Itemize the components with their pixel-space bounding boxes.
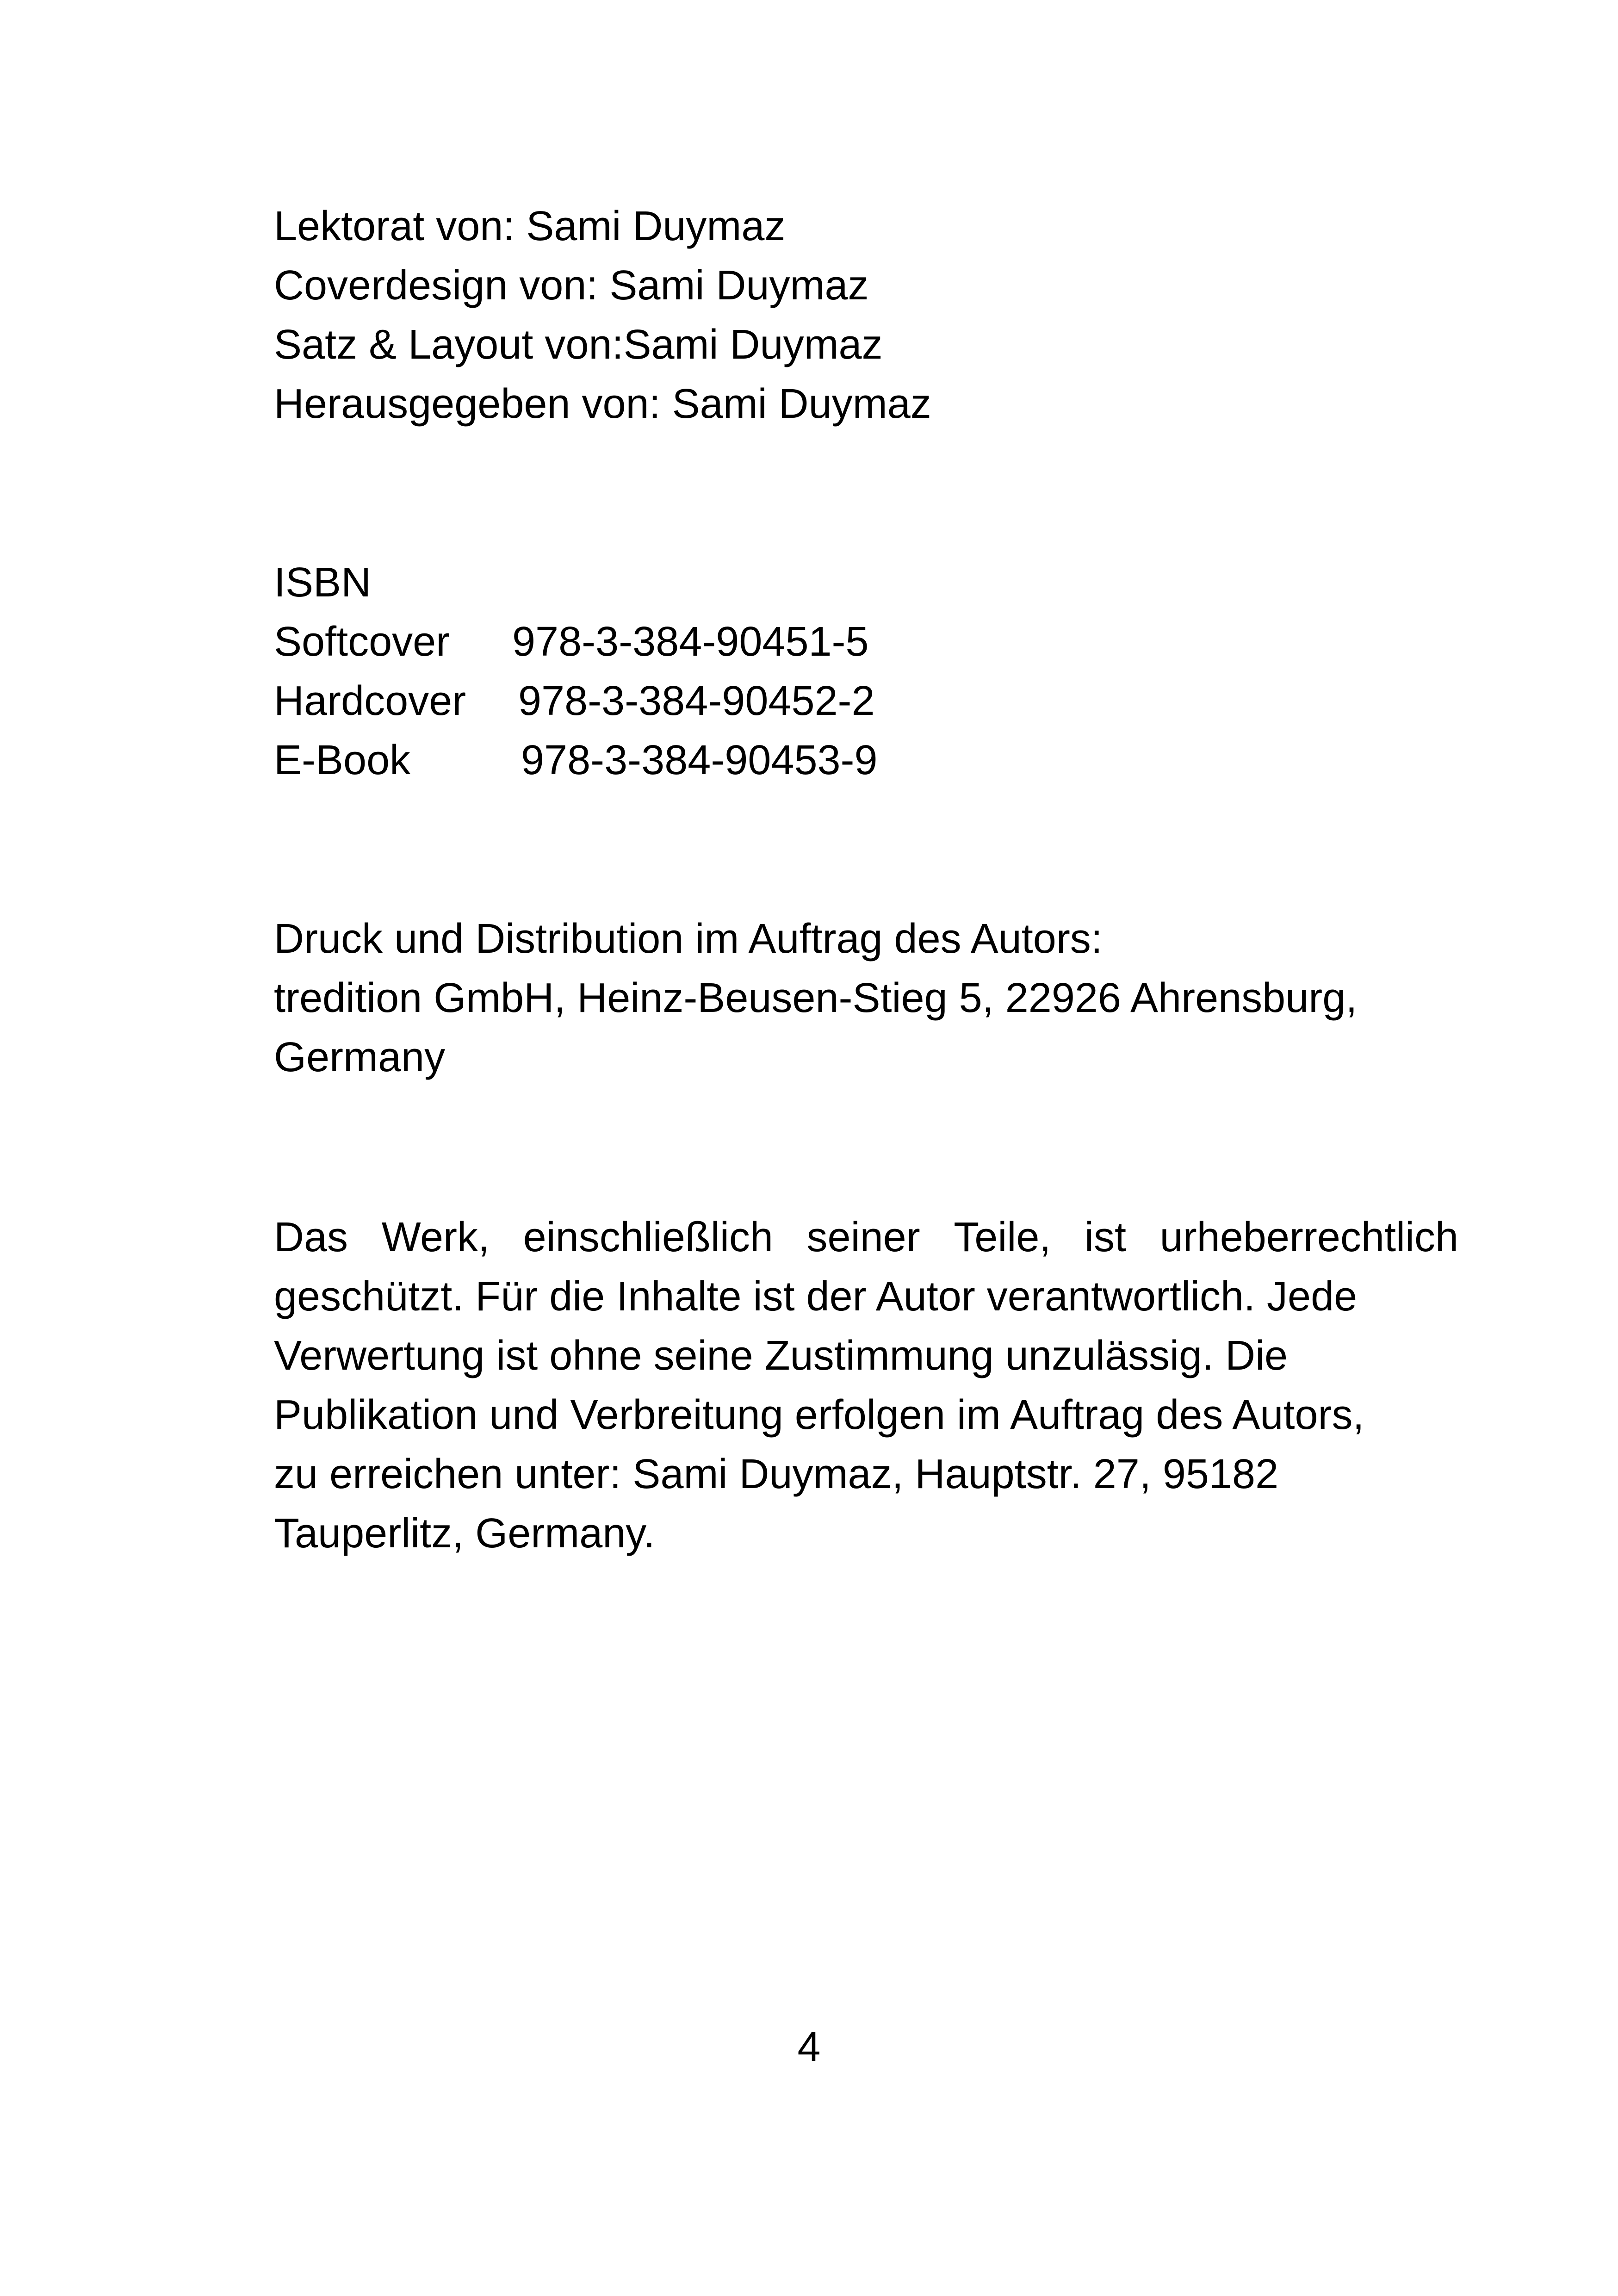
isbn-row-softcover — [274, 612, 1458, 671]
copyright-line: Tauperlitz, Germany. — [274, 1510, 655, 1557]
isbn-section — [274, 553, 1458, 790]
isbn-label: Softcover — [274, 619, 450, 665]
copyright-word: urheberrechtlich — [1159, 1214, 1458, 1260]
copyright-word: Teile, — [954, 1214, 1051, 1260]
isbn-row-ebook — [274, 731, 1458, 790]
isbn-number: 978-3-384-90451-5 — [512, 619, 869, 665]
copyright-word: ist — [1085, 1214, 1127, 1260]
copyright-word: einschließlich — [523, 1214, 773, 1260]
isbn-number: 978-3-384-90452-2 — [518, 678, 875, 724]
printing-line: Druck und Distribution im Auftrag des Autors: — [274, 916, 1103, 962]
copyright-word: Das — [274, 1214, 348, 1260]
copyright-section — [274, 1208, 1458, 1563]
credit-coverdesign: Coverdesign von: Sami Duymaz — [274, 262, 869, 309]
copyright-word: seiner — [806, 1214, 920, 1260]
isbn-number: 978-3-384-90453-9 — [521, 737, 878, 783]
isbn-heading: ISBN — [274, 559, 372, 606]
credit-herausgegeben: Herausgegeben von: Sami Duymaz — [274, 381, 931, 427]
page-number: 4 — [797, 2024, 821, 2070]
credits-section — [274, 197, 1458, 434]
printing-country: Germany — [274, 1034, 446, 1080]
printing-address: tredition GmbH, Heinz-Beusen-Stieg 5, 22926 Ahrensburg, — [274, 975, 1358, 1021]
isbn-row-hardcover — [274, 671, 1458, 731]
printing-section — [274, 909, 1458, 1087]
isbn-label: E-Book — [274, 737, 411, 783]
credit-satz-layout: Satz & Layout von:Sami Duymaz — [274, 322, 883, 368]
copyright-word: Werk, — [381, 1214, 490, 1260]
credit-lektorat: Lektorat von: Sami Duymaz — [274, 203, 786, 249]
copyright-line-justified — [274, 1208, 1458, 1267]
isbn-label: Hardcover — [274, 678, 466, 724]
copyright-line: zu erreichen unter: Sami Duymaz, Hauptstr. 27, 95182 — [274, 1451, 1279, 1497]
copyright-line: geschützt. Für die Inhalte ist der Autor verantwortlich. Jede — [274, 1273, 1358, 1320]
copyright-line: Publikation und Verbreitung erfolgen im Auftrag des Autors, — [274, 1392, 1364, 1438]
copyright-line: Verwertung ist ohne seine Zustimmung unzulässig. Die — [274, 1333, 1288, 1379]
